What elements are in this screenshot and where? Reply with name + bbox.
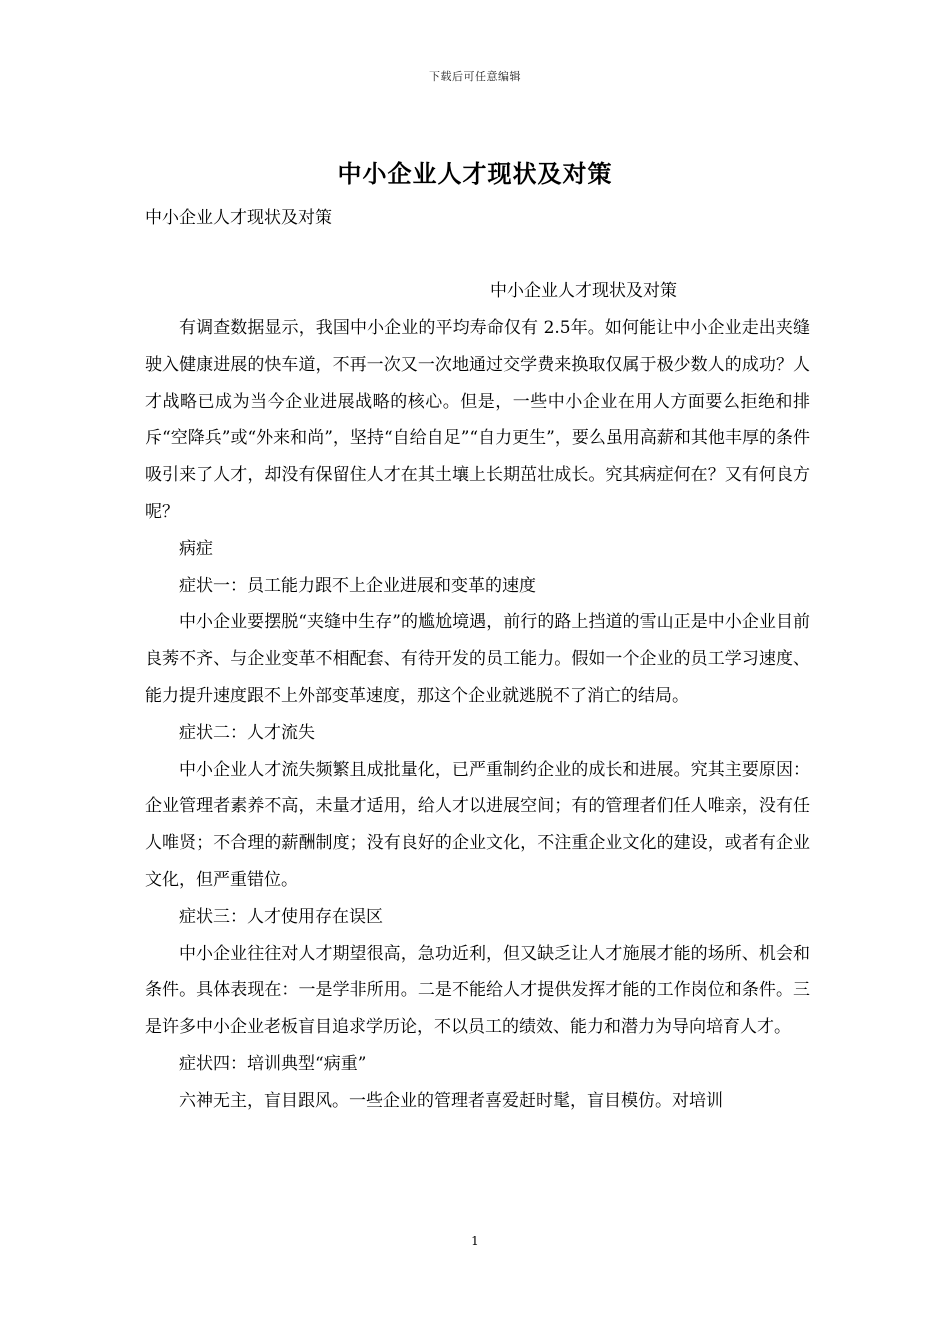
section-heading: 中小企业人才现状及对策 xyxy=(490,281,677,301)
paragraph: 中小企业人才流失频繁且成批量化，已严重制约企业的成长和进展。究其主要原因：企业管理者素养不高，未量才适用，给人才以进展空间；有的管理者们任人唯亲，没有任人唯贤；不合理的薪酬制度；没有良好的企业文化，不注重企业文化的建设，或者有企业文化，但严重错位。 xyxy=(145,759,810,890)
document-title: 中小企业人才现状及对策 xyxy=(337,159,613,188)
page-header: 下载后可任意编辑 xyxy=(429,70,521,83)
document-body xyxy=(145,310,810,1120)
paragraph: 症状一：员工能力跟不上企业进展和变革的速度 xyxy=(179,575,536,596)
paragraph: 病症 xyxy=(179,538,213,559)
document-subtitle: 中小企业人才现状及对策 xyxy=(145,208,332,228)
paragraph: 中小企业往往对人才期望很高，急功近利，但又缺乏让人才施展才能的场所、机会和条件。具体表现在：一是学非所用。二是不能给人才提供发挥才能的工作岗位和条件。三是许多中小企业老板盲目追求学历论，不以员工的绩效、能力和潜力为导向培育人才。 xyxy=(145,943,810,1038)
paragraph: 症状二：人才流失 xyxy=(179,722,315,743)
paragraph: 六神无主，盲目跟风。一些企业的管理者喜爱赶时髦，盲目模仿。对培训 xyxy=(179,1090,723,1111)
page-number: 1 xyxy=(471,1234,479,1248)
paragraph: 症状四：培训典型“病重” xyxy=(179,1053,367,1074)
paragraph: 症状三：人才使用存在误区 xyxy=(179,906,383,927)
paragraph: 有调查数据显示，我国中小企业的平均寿命仅有 2.5年。如何能让中小企业走出夹缝驶入健康进展的快车道，不再一次又一次地通过交学费来换取仅属于极少数人的成功？人才战略已成为当今企业进展战略的核心。但是，一些中小企业在用人方面要么拒绝和排斥“空降兵”或“外来和尚”，坚持“自给自足”“自力更生”，要么虽用高薪和其他丰厚的条件吸引来了人才，却没有保留住人才在其土壤上长期茁壮成长。究其病症何在？又有何良方呢？ xyxy=(145,318,810,522)
paragraph: 中小企业要摆脱“夹缝中生存”的尴尬境遇，前行的路上挡道的雪山正是中小企业目前良莠不齐、与企业变革不相配套、有待开发的员工能力。假如一个企业的员工学习速度、能力提升速度跟不上外部变革速度，那这个企业就逃脱不了消亡的结局。 xyxy=(145,612,810,706)
